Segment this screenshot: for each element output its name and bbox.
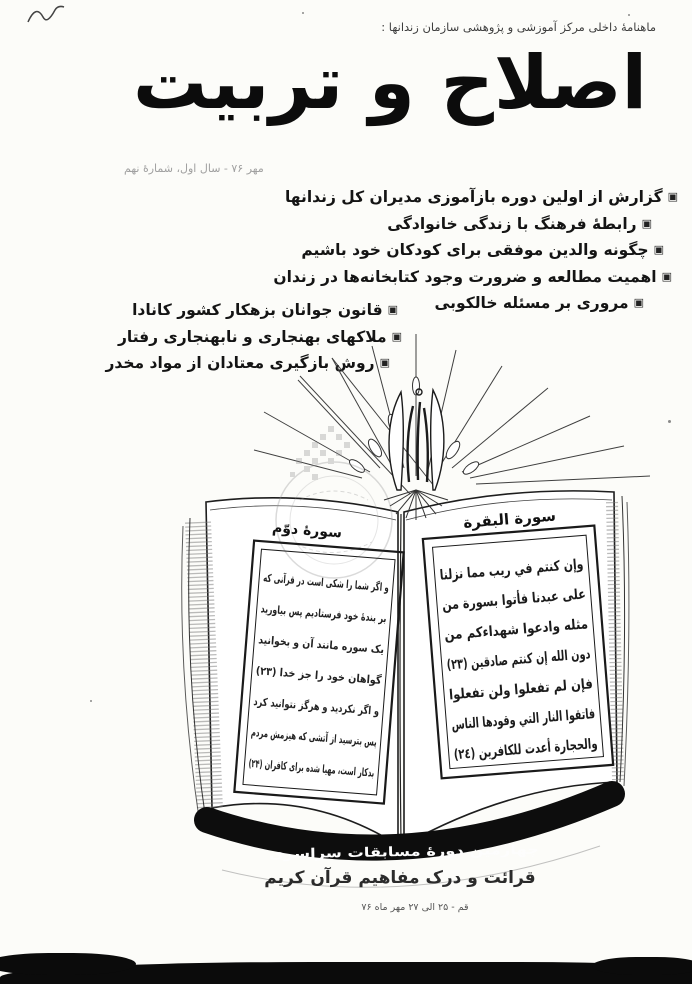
light-rays <box>254 334 650 494</box>
square-bullet-icon: ▣ <box>379 356 390 369</box>
article-title: رابطهٔ فرهنگ با زندگی خانوادگی <box>387 214 637 233</box>
left-page-header: سورهٔ دوّم <box>271 519 343 542</box>
quran-line: وإن كنتم في ريب مما نزلنا <box>439 553 626 584</box>
scan-speck <box>302 12 304 14</box>
band-title: چهارمین دورهٔ مسابقات سراسری <box>268 843 485 863</box>
article-item <box>273 185 678 212</box>
corner-scribble-mark <box>20 0 80 30</box>
quran-line: فإن لم تفعلوا ولن تفعلوا <box>448 673 624 704</box>
article-title: مروری بر مسئله خالکوبی <box>434 294 629 312</box>
quran-line: على عبدنا فأتوا بسورة من <box>441 583 625 614</box>
article-title: قانون جوانان بزهکار کشور کانادا <box>132 301 383 319</box>
quran-line: مثله وادعوا شهداءكم من <box>443 614 616 644</box>
quran-line: فاتقوا النار التي وقودها الناس <box>450 700 663 734</box>
square-bullet-icon: ▣ <box>641 216 652 230</box>
publisher-note: ماهنامهٔ داخلی مرکز آموزشی و پژوهشی سازمان زندانها : <box>381 20 656 34</box>
magazine-title: اصلاح و تربیت <box>132 40 648 126</box>
square-bullet-icon: ▣ <box>667 190 678 203</box>
square-bullet-icon: ▣ <box>391 329 402 343</box>
article-item <box>273 212 652 239</box>
translation-line: پس بترسید از آتشی که هیزمش مردم <box>250 725 453 755</box>
translation-line: بر بندهٔ خود فرستادیم پس بیاورید <box>260 602 441 630</box>
quran-line: دون الله إن كنتم صادقين (٢٣) <box>446 641 647 674</box>
article-title: روش بازگیری معتادان از مواد مخدر <box>105 354 375 372</box>
scan-speck <box>628 14 630 16</box>
square-bullet-icon: ▣ <box>661 269 672 283</box>
translation-line: یک سوره مانند آن و بخوانید <box>257 633 408 658</box>
article-title: چگونه والدین موفقی برای کودکان خود باشیم <box>301 241 649 259</box>
quran-line: والحجارة أعدت للكافرين (٢٤) <box>453 731 649 764</box>
article-title: ملاکهای بهنجاری و نابهنجاری رفتار <box>117 327 387 346</box>
square-bullet-icon: ▣ <box>387 303 398 316</box>
translation-line: گواهان خود را جز خدا (۲۳) <box>255 664 398 689</box>
square-bullet-icon: ▣ <box>653 243 664 256</box>
article-item <box>273 238 664 265</box>
article-title: گزارش از اولین دوره بازآموزی مدیران کل زندانها <box>284 188 663 206</box>
translation-line: و اگر شما را شکی است در قرآنی که <box>262 571 463 601</box>
article-item <box>273 265 672 292</box>
article-item <box>105 298 398 325</box>
article-title: اهمیت مطالعه و ضرورت وجود کتابخانه‌ها در زندان <box>273 267 657 286</box>
square-bullet-icon: ▣ <box>633 296 644 309</box>
issue-date-line: مهر ۷۶ - سال اول، شمارهٔ نهم <box>124 162 264 175</box>
right-page-header: سورة البقرة <box>462 506 557 532</box>
bottom-scan-edge <box>0 962 692 984</box>
translation-line: و اگر نکردید و هرگز نتوانید کرد <box>252 695 422 722</box>
competition-caption: قرائت و درک مفاهیم قرآن کریم <box>264 868 536 888</box>
competition-date: قم - ۲۵ الی ۲۷ مهر ماه ۷۶ <box>361 902 469 913</box>
translation-line: بدکار است، مهیا شده برای کافران (۲۴) <box>248 756 455 786</box>
open-quran-illustration <box>0 327 692 930</box>
